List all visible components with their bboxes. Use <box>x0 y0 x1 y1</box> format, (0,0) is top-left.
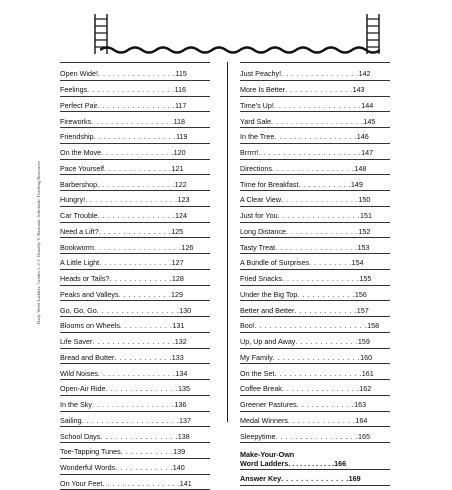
toc-entry-title: On Your Feet <box>60 479 102 488</box>
toc-entry-title: Coffee Break <box>240 384 282 393</box>
toc-entry-dots: . . . . . . . . . . . . . . . . . . <box>94 243 181 252</box>
toc-entry-title: Brrrrr! <box>240 148 259 157</box>
toc-entry-page: 134 <box>175 369 187 378</box>
toc-entry-title: Need a Lift? <box>60 227 99 236</box>
toc-entry-page: 126 <box>181 243 193 252</box>
toc-entry-dots: . . . . . . . . . . . . . . . . . . . <box>271 117 363 126</box>
toc-entry-dots: . . . . . . . . . . . . . . . <box>101 148 173 157</box>
toc-entry[interactable] <box>240 160 390 176</box>
toc-entry-title: Feelings <box>60 85 87 94</box>
toc-entry-title: Peaks and Valleys <box>60 290 119 299</box>
toc-entry-dots: . . . . . . . . . . . . . . . . . <box>94 132 176 141</box>
toc-entry-page: 156 <box>355 290 367 299</box>
toc-entry-title: Time for Breakfast <box>240 180 298 189</box>
toc-entry-title: Perfect Pair <box>60 101 98 110</box>
toc-entry[interactable] <box>240 286 390 302</box>
toc-entry[interactable] <box>60 175 210 191</box>
toc-entry-page: 149 <box>351 180 363 189</box>
toc-entry[interactable] <box>240 270 390 286</box>
toc-entry[interactable] <box>60 364 210 380</box>
toc-entry-dots: . . . . . . . . . . . . . . . . . . . . . . . <box>255 321 367 330</box>
toc-entry-title: On the Set <box>240 369 274 378</box>
toc-entry-dots: . . . . . . . . . . . . . . . . <box>97 180 174 189</box>
toc-entry-page: 165 <box>358 432 370 441</box>
toc-entry[interactable] <box>60 459 210 475</box>
toc-entry-page: 133 <box>172 353 184 362</box>
toc-entry-page: 125 <box>171 227 183 236</box>
toc-entry-dots: . . . . . . . . . . . . . . . . <box>102 479 179 488</box>
toc-entry[interactable] <box>240 396 390 412</box>
toc-entry-title: Car Trouble <box>60 211 98 220</box>
toc-entry-title: Boo! <box>240 321 255 330</box>
toc-entry-page: 155 <box>359 274 371 283</box>
toc-entry-dots: . . . . . . . . . . . . . . . . <box>98 369 175 378</box>
toc-entry-dots: . . . . . . . . . . . . . . . . . <box>91 117 173 126</box>
toc-entry-page: 152 <box>358 227 370 236</box>
toc-entry-page: 124 <box>175 211 187 220</box>
toc-entry-title: Under the Big Top <box>240 290 297 299</box>
toc-entry-title: Sailing <box>60 416 82 425</box>
toc-entry-title: Pace Yourself <box>60 164 104 173</box>
toc-entry-title: Bread and Butter <box>60 353 114 362</box>
toc-entry-dots: . . . . . . . . . . . . . . . . . <box>276 432 358 441</box>
toc-entry-page: 122 <box>175 180 187 189</box>
toc-entry-dots: . . . . . . . . . . . . . . . . . . . . . <box>259 148 361 157</box>
toc-entry[interactable] <box>240 97 390 113</box>
toc-entry-page: 148 <box>354 164 366 173</box>
toc-entry[interactable] <box>240 238 390 254</box>
toc-entry-dots: . . . . . . . . . . . <box>119 290 171 299</box>
toc-entry-page: 166 <box>334 459 346 468</box>
toc-entry-dots: . . . . . . . . . . . . . . . <box>106 384 178 393</box>
toc-entry-title: Fireworks <box>60 117 91 126</box>
toc-entry-dots: . . . . . . . . . <box>309 258 351 267</box>
toc-right-list <box>240 65 390 443</box>
toc-entry-page: 163 <box>354 400 366 409</box>
toc-entry-title: Wild Noises <box>60 369 98 378</box>
toc-entry-dots: . . . . . . . . . . . . . . . . . <box>92 337 174 346</box>
toc-entry-page: 150 <box>358 195 370 204</box>
toc-entry[interactable] <box>60 475 210 490</box>
toc-entry-title: Greener Pastures <box>240 400 297 409</box>
toc-entry-title: In the Sky <box>60 400 92 409</box>
toc-entry-title: Make-Your-Own <box>240 450 294 459</box>
toc-entry-title: Life Saver <box>60 337 92 346</box>
toc-entry-dots: . . . . . . . . . . . . . . . . . <box>278 211 360 220</box>
toc-entry-title: Fried Snacks <box>240 274 282 283</box>
toc-entry[interactable] <box>60 65 210 81</box>
toc-entry-title: Go, Go, Go <box>60 306 97 315</box>
toc-entry-title: My Family <box>240 353 273 362</box>
toc-entry-dots: . . . . . . . . . . . . . . . . . <box>92 400 174 409</box>
toc-entry-dots: . . . . . . . . . . . . <box>288 459 334 468</box>
toc-entry[interactable] <box>60 223 210 239</box>
toc-entry[interactable] <box>240 207 390 223</box>
toc-entry-dots: . . . . . . . . . . . . . . . . <box>282 384 359 393</box>
toc-entry-dots: . . . . . . . . . . . . . . . <box>99 227 171 236</box>
toc-entry-title: Directions <box>240 164 272 173</box>
toc-entry-title: Wonderful Words <box>60 463 115 472</box>
toc-entry-page: 121 <box>171 164 183 173</box>
toc-entry-title: More Is Better <box>240 85 285 94</box>
toc-entry[interactable] <box>240 349 390 365</box>
toc-entry-page: 131 <box>172 321 184 330</box>
toc-entry-page: 123 <box>178 195 190 204</box>
toc-entry[interactable] <box>240 254 390 270</box>
toc-entry[interactable] <box>60 286 210 302</box>
toc-entry-dots: . . . . . . . . . . . . . . . . <box>281 69 358 78</box>
toc-entry-title: Hungry! <box>60 195 85 204</box>
toc-entry-title: Answer Key <box>240 474 281 483</box>
toc-entry-dots: . . . . . . . . . . . . . . . . <box>98 69 175 78</box>
toc-entry[interactable] <box>240 412 390 428</box>
toc-entry[interactable] <box>60 301 210 317</box>
header-wave-line <box>100 44 380 56</box>
toc-entry[interactable] <box>240 317 390 333</box>
toc-entry-answer-key[interactable] <box>240 470 390 486</box>
toc-entry-title: Medal Winners <box>240 416 288 425</box>
toc-entry-dots: . . . . . . . . . . . <box>121 447 173 456</box>
toc-entry[interactable] <box>240 81 390 97</box>
toc-entry-title: A Clear View <box>240 195 281 204</box>
toc-entry-page: 143 <box>353 85 365 94</box>
toc-entry[interactable] <box>60 97 210 113</box>
toc-entry-title: Friendship <box>60 132 94 141</box>
toc-entry-dots: . . . . . . . . . . . . . . <box>288 416 355 425</box>
toc-entry-page: 159 <box>358 337 370 346</box>
toc-entry[interactable] <box>240 128 390 144</box>
toc-entry[interactable] <box>240 380 390 396</box>
toc-entry-dots: . . . . . . . . . . . . . <box>294 306 356 315</box>
toc-entry[interactable] <box>60 349 210 365</box>
toc-entry-page: 137 <box>179 416 191 425</box>
toc-entry-dots: . . . . . . . . . . . . . . . . . . . . <box>82 416 179 425</box>
toc-entry-page: 116 <box>175 85 186 94</box>
toc-entry-title: Better and Better <box>240 306 294 315</box>
toc-entry[interactable] <box>60 144 210 160</box>
toc-entry-page: 142 <box>359 69 371 78</box>
toc-entry-title: Tasty Treat <box>240 243 275 252</box>
toc-entry-title: Just for You <box>240 211 278 220</box>
toc-entry-page: 146 <box>357 132 369 141</box>
toc-entry-title: Open Wide! <box>60 69 98 78</box>
toc-entry-page: 160 <box>360 353 372 362</box>
toc-entry[interactable] <box>60 380 210 396</box>
toc-entry[interactable] <box>60 317 210 333</box>
toc-left-column <box>60 62 210 490</box>
toc-entry-page: 115 <box>175 69 186 78</box>
toc-entry[interactable] <box>240 144 390 160</box>
toc-entry-page: 118 <box>174 117 185 126</box>
toc-entry-title: Bookworm <box>60 243 94 252</box>
toc-entry-dots: . . . . . . . . . . . . . . . . . . . <box>85 195 177 204</box>
toc-entry-page: 162 <box>359 384 371 393</box>
side-credit-text: Daily Word Ladders: Grades 1–2 © Timothy V. Rasinski, Scholastic Teaching Resources <box>36 161 41 324</box>
toc-entry-dots: . . . . . . . . . . . . . . . . . <box>97 306 179 315</box>
toc-entry-make-your-own[interactable] <box>240 443 390 470</box>
toc-entry[interactable] <box>240 427 390 443</box>
toc-right-column <box>240 62 390 486</box>
toc-entry[interactable] <box>60 207 210 223</box>
toc-entry-dots: . . . . . . . . . . . . . <box>295 337 357 346</box>
toc-entry-page: 154 <box>352 258 364 267</box>
toc-entry-dots: . . . . . . . . . . . . . . <box>281 474 348 483</box>
toc-entry-title: Heads or Tails? <box>60 274 109 283</box>
toc-entry[interactable] <box>60 396 210 412</box>
toc-entry-dots: . . . . . . . . . . . . . . . . <box>98 101 175 110</box>
toc-entry-page: 136 <box>174 400 186 409</box>
toc-entry[interactable] <box>60 238 210 254</box>
toc-entry-dots: . . . . . . . . . . . . . . . . . . <box>273 353 360 362</box>
column-divider <box>227 62 228 422</box>
toc-entry-title: Just Peachy! <box>240 69 281 78</box>
toc-entry-page: 164 <box>355 416 367 425</box>
toc-entry-dots: . . . . . . . . . . . <box>120 321 172 330</box>
toc-entry-dots: . . . . . . . . . . . . . . . . . <box>275 243 357 252</box>
toc-entry-title: Time's Up! <box>240 101 274 110</box>
toc-entry-dots: . . . . . . . . . . . . . . . . <box>282 274 359 283</box>
toc-entry[interactable] <box>240 223 390 239</box>
toc-entry-dots: . . . . . . . . . . . <box>298 180 350 189</box>
toc-entry-dots: . . . . . . . . . . . . . . . . . <box>272 164 354 173</box>
toc-entry-page: 153 <box>358 243 370 252</box>
toc-entry-dots: . . . . . . . . . . . . . . . <box>99 258 171 267</box>
toc-entry-title: Blooms on Wheels <box>60 321 120 330</box>
toc-entry-dots: . . . . . . . . . . . . <box>115 463 172 472</box>
toc-entry-title: A Little Light <box>60 258 99 267</box>
toc-entry-page: 129 <box>171 290 183 299</box>
toc-entry-dots: . . . . . . . . . . . . <box>297 400 354 409</box>
toc-entry-title: A Bundle of Surprises <box>240 258 309 267</box>
toc-entry[interactable] <box>240 191 390 207</box>
toc-entry-page: 147 <box>361 148 373 157</box>
toc-entry-dots: . . . . . . . . . . . . <box>297 290 354 299</box>
toc-entry[interactable] <box>60 160 210 176</box>
toc-entry[interactable] <box>60 427 210 443</box>
toc-entry-title: Open-Air Ride <box>60 384 106 393</box>
toc-entry-page: 130 <box>179 306 191 315</box>
toc-entry-title: Up, Up and Away <box>240 337 295 346</box>
toc-entry[interactable] <box>60 270 210 286</box>
toc-entry-title: On the Move <box>60 148 101 157</box>
toc-entry[interactable] <box>240 112 390 128</box>
toc-entry-dots: . . . . . . . . . . . . . . . <box>286 227 358 236</box>
toc-entry-dots: . . . . . . . . . . . . . . <box>104 164 171 173</box>
toc-entry[interactable] <box>240 65 390 81</box>
toc-entry[interactable] <box>60 412 210 428</box>
toc-entry-dots: . . . . . . . . . . . . . . . . . <box>274 132 356 141</box>
toc-entry-dots: . . . . . . . . . . . . . . . . <box>281 195 358 204</box>
toc-entry-dots: . . . . . . . . . . . . . . . . . . <box>274 101 361 110</box>
toc-entry[interactable] <box>60 81 210 97</box>
toc-entry-page: 132 <box>175 337 187 346</box>
toc-entry-page: 138 <box>178 432 190 441</box>
toc-entry-dots: . . . . . . . . . . . . . . . . . . <box>274 369 361 378</box>
toc-entry-page: 120 <box>174 148 186 157</box>
toc-entry-page: 145 <box>363 117 375 126</box>
toc-entry-page: 135 <box>178 384 190 393</box>
toc-entry[interactable] <box>240 175 390 191</box>
toc-entry-title: In the Tree <box>240 132 274 141</box>
toc-entry-title: Sleepytime <box>240 432 276 441</box>
toc-entry-page: 169 <box>349 474 361 483</box>
toc-entry-page: 119 <box>176 132 187 141</box>
toc-entry-dots: . . . . . . . . . . . . <box>114 353 171 362</box>
toc-entry-title: Word Ladders <box>240 459 288 468</box>
toc-entry-title: School Days <box>60 432 100 441</box>
toc-special-list <box>240 443 390 486</box>
toc-entry[interactable] <box>60 128 210 144</box>
toc-entry-page: 140 <box>173 463 185 472</box>
toc-entry-dots: . . . . . . . . . . . . . . . . . . <box>87 85 174 94</box>
toc-entry-dots: . . . . . . . . . . . . . . <box>285 85 352 94</box>
toc-entry-page: 161 <box>362 369 374 378</box>
toc-entry-page: 144 <box>361 101 373 110</box>
toc-left-list <box>60 65 210 490</box>
toc-entry-page: 117 <box>175 101 186 110</box>
toc-entry-page: 128 <box>172 274 184 283</box>
toc-entry-page: 141 <box>180 479 192 488</box>
toc-entry-page: 139 <box>173 447 185 456</box>
toc-entry-title: Barbershop <box>60 180 97 189</box>
toc-entry-title: Toe-Tapping Tunes <box>60 447 121 456</box>
toc-entry-dots: . . . . . . . . . . . . . <box>109 274 171 283</box>
toc-entry-dots: . . . . . . . . . . . . . . . . <box>100 432 177 441</box>
toc-entry[interactable] <box>60 191 210 207</box>
toc-entry[interactable] <box>240 364 390 380</box>
toc-entry[interactable] <box>240 333 390 349</box>
toc-entry[interactable] <box>60 254 210 270</box>
toc-entry[interactable] <box>240 301 390 317</box>
toc-entry[interactable] <box>60 112 210 128</box>
toc-entry-title: Long Distance <box>240 227 286 236</box>
toc-entry[interactable] <box>60 443 210 459</box>
toc-entry-page: 127 <box>172 258 184 267</box>
toc-entry-dots: . . . . . . . . . . . . . . . . <box>98 211 175 220</box>
toc-entry[interactable] <box>60 333 210 349</box>
toc-entry-title: Yard Sale <box>240 117 271 126</box>
toc-entry-page: 157 <box>357 306 369 315</box>
toc-entry-page: 151 <box>360 211 372 220</box>
toc-entry-page: 158 <box>367 321 379 330</box>
